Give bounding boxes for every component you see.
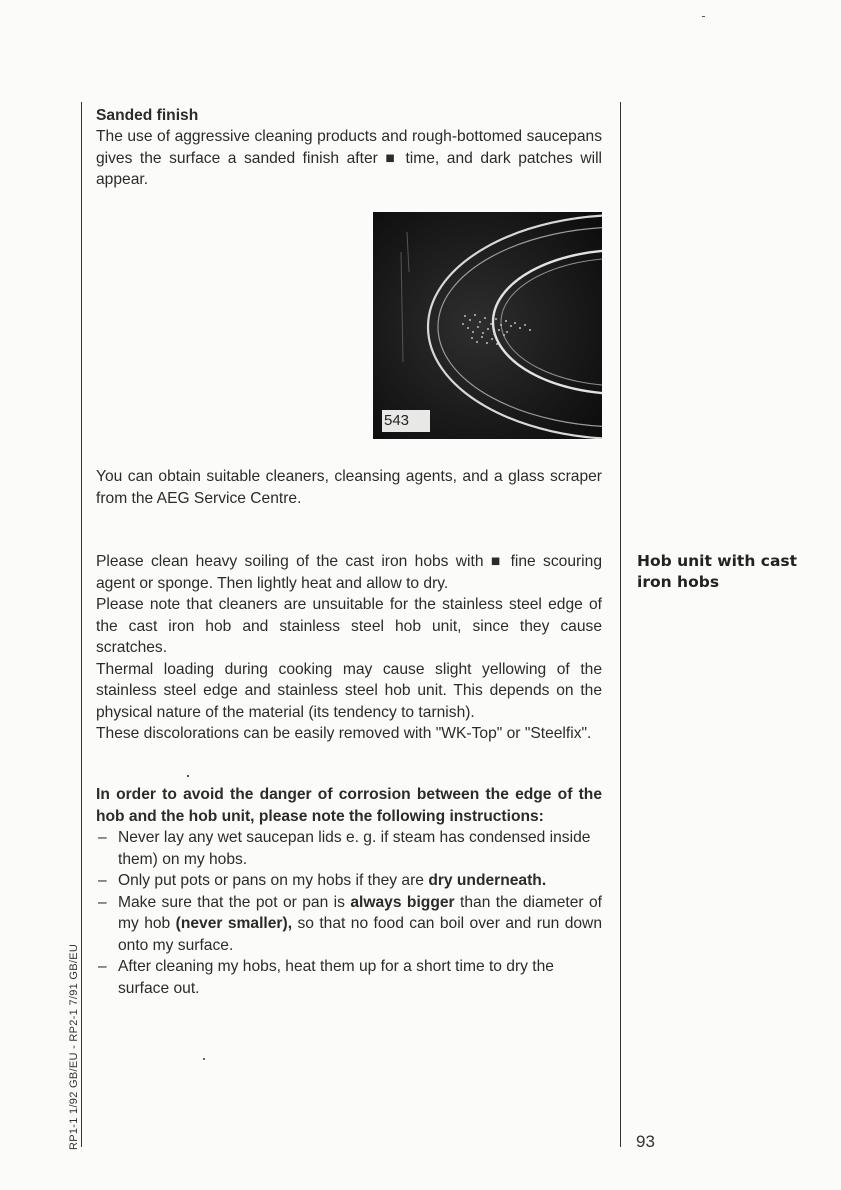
section-instructions xyxy=(96,784,602,999)
section-service-centre xyxy=(96,466,602,509)
list-item-text: Only put pots or pans on my hobs if they are xyxy=(118,872,429,889)
hob-surface-photo xyxy=(373,212,602,439)
section-cast-iron xyxy=(96,551,602,745)
cast-iron-p3: Thermal loading during cooking may cause slight yellowing of the stainless steel edge and stainless steel hob unit. This depends on the physical nature of the material (its tendency to tarnish). xyxy=(96,660,602,721)
cast-iron-p4: These discolorations can be easily removed with "WK-Top" or "Steelfix". xyxy=(96,725,592,742)
list-item xyxy=(96,892,602,957)
instructions-list xyxy=(96,827,602,999)
margin-heading: Hob unit with cast iron hobs xyxy=(637,552,798,591)
instructions-heading: In order to avoid the danger of corrosion between the edge of the hob and the hob unit, please note the following instructions: xyxy=(96,786,602,825)
list-item-text: so that no food can boil over and run down onto my surface. xyxy=(118,915,602,954)
page-number: 93 xyxy=(636,1132,655,1151)
speck xyxy=(187,775,189,777)
list-item-text: After cleaning my hobs, heat them up for a short time to dry the surface out. xyxy=(118,958,554,997)
section-title: Sanded finish xyxy=(96,107,199,124)
hob-photo-graphic xyxy=(373,212,602,439)
list-item-emphasis: (never smaller), xyxy=(175,915,293,932)
cast-iron-p1: Please clean heavy soiling of the cast iron hobs with ■ fine scouring agent or sponge. Then lightly heat and allow to dry. xyxy=(96,553,602,592)
list-item-text: Never lay any wet saucepan lids e. g. if steam has condensed inside them) on my hobs. xyxy=(118,829,591,868)
service-centre-text: You can obtain suitable cleaners, cleansing agents, and a glass scraper from the AEG Service Centre. xyxy=(96,468,602,507)
left-margin-rule xyxy=(81,102,82,1147)
speck xyxy=(702,16,705,17)
list-item-emphasis: always bigger xyxy=(350,893,455,911)
section-body: The use of aggressive cleaning products and rough-bottomed saucepans gives the surface a sanded finish after ■ time, and dark patches will appear. xyxy=(96,128,602,188)
section-sanded-finish xyxy=(96,106,602,191)
document-code: RP1-1 1/92 GB/EU - RP2-1 7/91 GB/EU xyxy=(68,943,80,1150)
list-item xyxy=(96,956,602,999)
speck xyxy=(203,1058,205,1060)
list-item xyxy=(96,827,602,870)
list-item-text: Make sure that the pot or pan is xyxy=(118,893,351,911)
list-item-emphasis: dry underneath. xyxy=(428,872,547,889)
cast-iron-p2: Please note that cleaners are unsuitable for the stainless steel edge of the cast iron hob and stainless steel hob unit, since they cause scratches. xyxy=(96,596,602,656)
list-item xyxy=(96,870,602,892)
right-margin-rule xyxy=(620,102,621,1147)
list-item-text: than the diameter of my hob xyxy=(118,893,602,932)
figure-number: 543 xyxy=(382,410,430,432)
